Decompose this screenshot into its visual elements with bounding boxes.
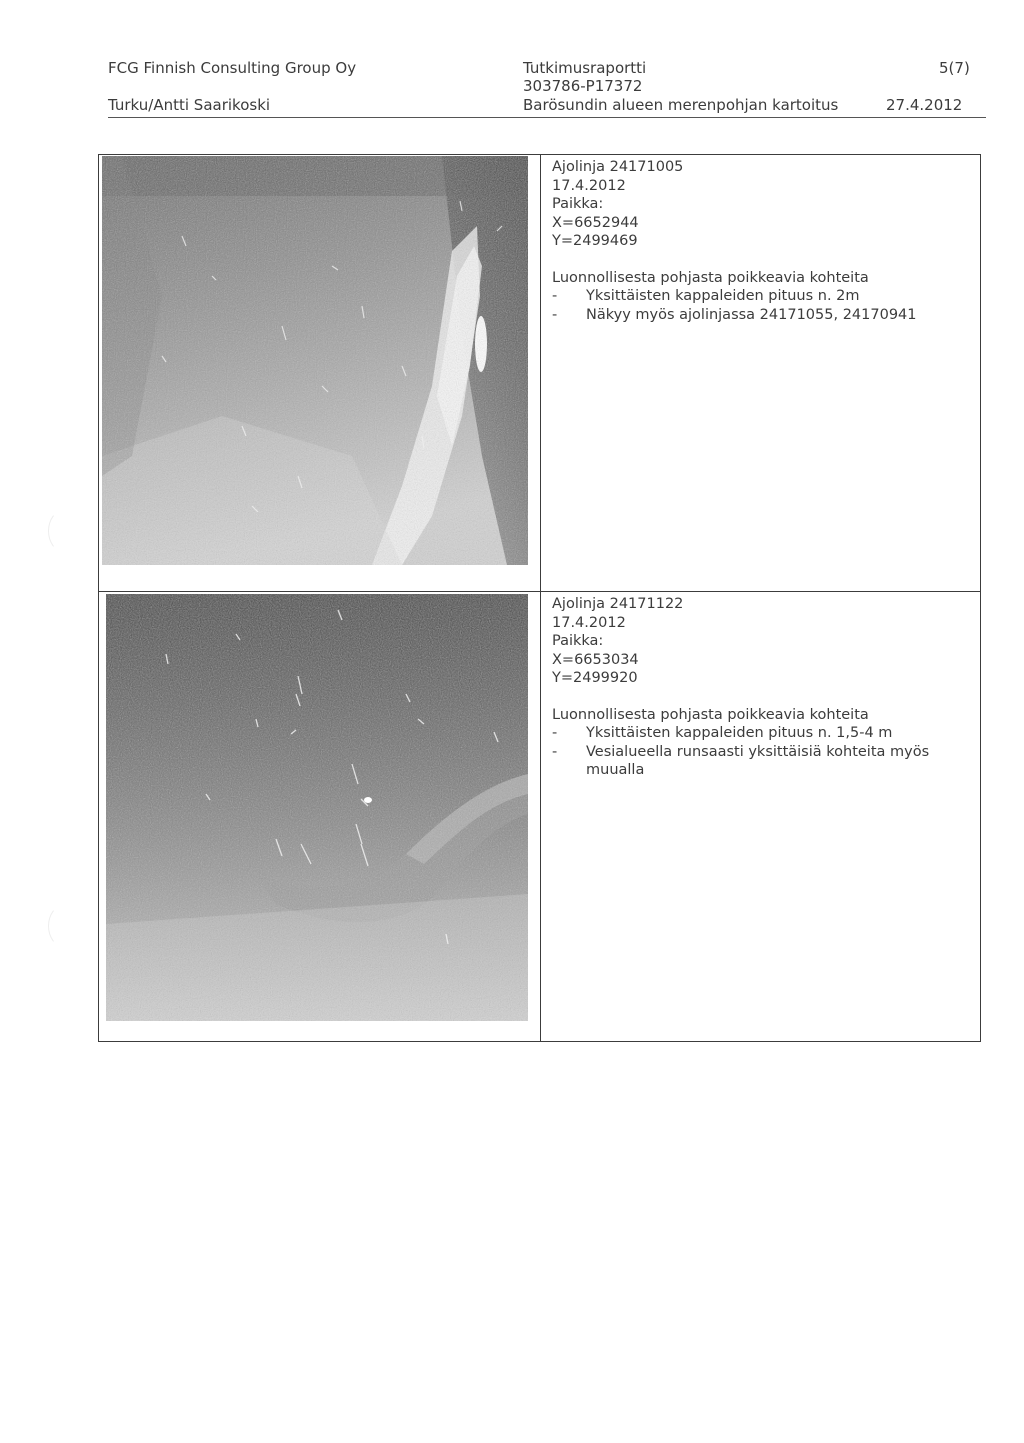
- entry-1-y-coordinate: Y=2499469: [552, 233, 638, 249]
- entry-2-date: 17.4.2012: [552, 614, 626, 631]
- entry-1-bullet-2: Näkyy myös ajolinjassa 24171055, 24170941: [586, 306, 917, 323]
- scan-hole-mark: [48, 905, 79, 947]
- entry-2-route: Ajolinja 24171122: [552, 596, 684, 612]
- bullet-marker: -: [552, 725, 558, 741]
- list-item: [552, 287, 917, 306]
- entry-2-y-coordinate: Y=2499920: [552, 670, 638, 686]
- author: Turku/Antti Saarikoski: [108, 96, 271, 114]
- table-column-divider: [540, 154, 541, 1042]
- bullet-marker: -: [552, 306, 558, 323]
- entry-2-details: [552, 595, 946, 780]
- bullet-marker: -: [552, 743, 558, 760]
- entry-2-heading: Luonnollisesta pohjasta poikkeavia kohteita: [552, 706, 869, 723]
- sonar-image-24171122: [106, 594, 528, 1021]
- entry-1-bullet-1: Yksittäisten kappaleiden pituus n. 2m: [586, 288, 860, 304]
- list-item: [552, 743, 946, 780]
- report-date: 27.4.2012: [886, 96, 963, 114]
- entry-2-bullet-2: Vesialueella runsaasti yksittäisiä kohteita myös muualla: [586, 743, 930, 778]
- project-number: 303786-P17372: [523, 77, 643, 95]
- entry-1-place-label: Paikka:: [552, 196, 604, 212]
- entry-1-heading: Luonnollisesta pohjasta poikkeavia kohteita: [552, 269, 869, 286]
- company-name: FCG Finnish Consulting Group Oy: [108, 59, 357, 77]
- entry-2-x-coordinate: X=6653034: [552, 651, 639, 668]
- bullet-marker: -: [552, 288, 558, 304]
- document-type: Tutkimusraportti: [523, 59, 647, 77]
- entry-1-x-coordinate: X=6652944: [552, 214, 639, 231]
- sonar-image-24171005: [102, 156, 528, 565]
- entry-2-bullet-1: Yksittäisten kappaleiden pituus n. 1,5-4 m: [586, 725, 893, 741]
- scan-hole-mark: [48, 510, 79, 552]
- list-item: [552, 306, 917, 325]
- entry-1-details: [552, 158, 917, 324]
- entry-1-bullet-list: [552, 287, 917, 324]
- entry-1-date: 17.4.2012: [552, 177, 626, 194]
- header-rule: [108, 117, 986, 118]
- entry-2-place-label: Paikka:: [552, 633, 604, 649]
- report-title: Barösundin alueen merenpohjan kartoitus: [523, 96, 839, 114]
- page-number: 5(7): [939, 59, 970, 77]
- list-item: [552, 724, 946, 743]
- entry-1-route: Ajolinja 24171005: [552, 159, 684, 175]
- entry-2-bullet-list: [552, 724, 946, 780]
